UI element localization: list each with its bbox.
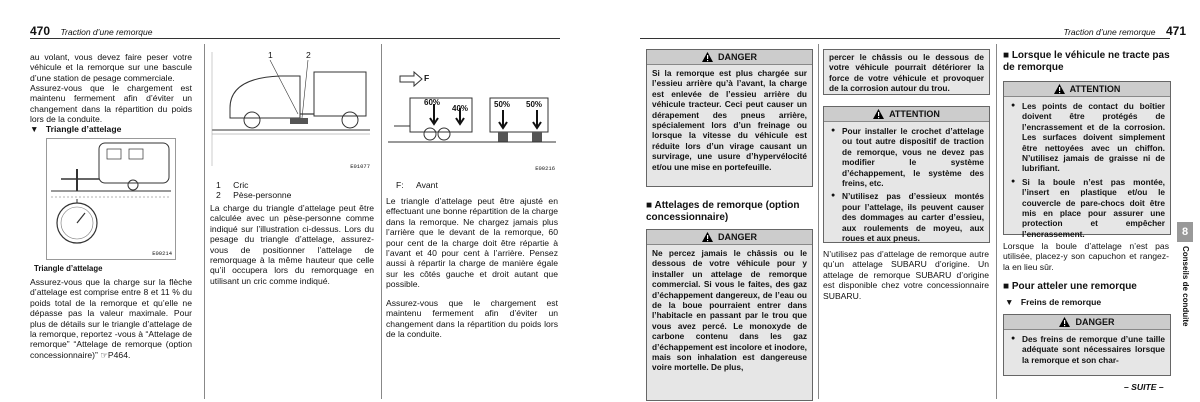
sub-heading-text: Triangle d’attelage	[45, 124, 122, 134]
danger-text: Si la remorque est plus chargée sur l’essieu arrière qu’à l’avant, la charge est enlevée de l’essieu arrière du véhicule tracteur. Ceci peut causer un dérapement des pneus arrière, spécialement lors d’un freinage ou lorsque la vitesse du véhicule est réduite lors d’un virage causant un survirage, une usure d’hypervélocité et/ou une mise en portefeuille.	[652, 68, 807, 172]
section-heading-option	[646, 200, 816, 224]
chapter-label-text: Conseils de conduite	[1181, 246, 1190, 327]
square-bullet-icon: ■	[646, 200, 653, 211]
warning-icon	[1054, 84, 1065, 94]
section-heading-attach	[1003, 281, 1171, 293]
footer-continue: – SUITE –	[1124, 382, 1164, 392]
legend-item	[216, 190, 291, 200]
sub-heading-brakes	[1005, 297, 1101, 307]
danger-box-1	[646, 49, 813, 187]
running-title: Traction d’une remorque	[60, 27, 153, 37]
right-col3-p1: Lorsque la boule d’attelage n’est pas utilisée, placez-y son capuchon et rangez-la en lieu sûr.	[1003, 241, 1169, 272]
danger-bar	[1004, 315, 1170, 330]
callout-1: 1	[268, 50, 273, 60]
legend-text: Cric	[233, 180, 249, 190]
triangle-illustration	[47, 139, 175, 259]
triangle-figure	[46, 138, 176, 260]
danger-box-3	[1003, 314, 1171, 376]
legend-text: Pèse-personne	[233, 190, 292, 200]
header-rule	[30, 38, 560, 39]
heading-text: Lorsque le véhicule ne tracte pas de remorque	[1003, 50, 1170, 73]
danger-bar	[647, 50, 812, 65]
attention-title: ATTENTION	[889, 109, 940, 119]
danger-text-cont: percer le châssis ou le dessous de votre véhicule pourrait détériorer la force de votre véhicule et provoquer de la corrosion autour du trou.	[829, 52, 984, 94]
square-bullet-icon: ■	[1003, 281, 1010, 292]
jack-scale-figure	[210, 48, 373, 172]
chapter-tab	[1177, 222, 1193, 242]
danger-title: DANGER	[1075, 317, 1115, 327]
callout-2: 2	[306, 50, 311, 60]
legend-text: Avant	[416, 180, 438, 190]
danger-title: DANGER	[717, 52, 757, 62]
attention-bar	[824, 107, 989, 122]
section-heading-no-trailer	[1003, 50, 1171, 74]
legend-item	[216, 180, 248, 190]
figure-code: E00214	[152, 250, 172, 257]
attention-box	[823, 106, 990, 243]
header-rule	[640, 38, 1170, 39]
load-distribution-figure	[386, 46, 558, 174]
danger-box-continued	[823, 49, 990, 95]
sub-heading-text: Freins de remorque	[1020, 297, 1102, 307]
left-col1-p3: Assurez-vous que la charge sur la flèche d’attelage est comprise entre 8 et 11 % du poids total de la remorque et qu’elle ne dépasse pas la valeur maximale. Pour plus de détails sur le triangle d’attelage de la remorque, reportez -vous à “Attelage de remorque” “Attelage de remorque (option concessionnaire)” ☞P464.	[30, 277, 192, 360]
chapter-label	[1178, 246, 1192, 366]
load-pct: 50%	[494, 100, 511, 109]
triangle-bullet-icon: ▼	[1005, 297, 1014, 307]
warning-icon	[873, 109, 884, 119]
left-col3-p2: Assurez-vous que le chargement est maintenu fermement afin d’éviter un changement dans la répartition du poids lors de la conduite.	[386, 298, 558, 340]
left-col1-p1: au volant, vous devez faire peser votre véhicule et la remorque sur une bascule d’une station de pesage commerciale.	[30, 52, 192, 83]
legend-num: 1	[216, 180, 221, 190]
column-divider	[381, 44, 382, 399]
column-divider	[818, 44, 819, 399]
running-title: Traction d’une remorque	[1063, 27, 1156, 37]
attention-bullet: ● Si la boule n’est pas montée, l’insert en plastique et/ou le couvercle de pare-chocs doit être mis en place pour assurer une protection et empêcher l’encrassement.	[1009, 177, 1165, 239]
figure-code: E01077	[350, 163, 370, 170]
load-pct: 50%	[526, 100, 543, 109]
column-divider	[204, 44, 205, 399]
warning-icon	[702, 52, 713, 62]
heading-text: Attelages de remorque (option concessionnaire)	[646, 200, 800, 223]
danger-bullet: ● Des freins de remorque d’une taille adéquate sont nécessaires lorsque la remorque et son char-	[1009, 334, 1165, 365]
triangle-bullet-icon: ▼	[30, 124, 39, 134]
legend-num: 2	[216, 190, 221, 200]
danger-title: DANGER	[717, 232, 757, 242]
chapter-number: 8	[1181, 226, 1189, 238]
page-number: 470	[30, 24, 51, 38]
attention-bullet: ● Les points de contact du boîtier doivent être protégés de l’encrassement et de la corrosion. Les surfaces doivent simplement être nettoyées avec un chiffon. N’utilisez jamais de graisse ni de lubrifiant.	[1009, 101, 1165, 174]
square-bullet-icon: ■	[1003, 50, 1010, 61]
heading-text: Pour atteler une remorque	[1011, 281, 1137, 292]
load-pct: 40%	[452, 104, 469, 113]
jack-scale-illustration	[210, 48, 373, 172]
load-pct: 60%	[424, 98, 441, 107]
danger-bar	[647, 230, 812, 245]
arrow-label-front: F	[424, 73, 430, 83]
danger-text: Ne percez jamais le châssis ou le dessous de votre véhicule pour y installer un attelage de remorque commercial. Si vous le faites, des gaz d’échappement dangereux, de l’eau ou de la boue pourraient entrer dans l’habitacle en passant par le trou que vous avez percé. Le monoxyde de carbone contenu dans les gaz d’échappement est incolore et inodore, mais son inhalation est dangereuse voire mortelle. De plus,	[652, 248, 807, 373]
sub-heading-triangle	[30, 124, 192, 134]
right-col2-p1: N’utilisez pas d’attelage de remorque autre qu’un attelage SUBARU d’origine. Un attelage de remorque SUBARU d’origine est disponible chez votre concessionnaire SUBARU.	[823, 249, 989, 301]
legend-key: F:	[396, 180, 404, 190]
warning-icon	[1059, 317, 1070, 327]
page-number: 471	[1165, 24, 1186, 38]
left-col2-p1: La charge du triangle d’attelage peut être calculée avec un pèse-personne comme indiqué sur l’illustration ci-dessus. Lors du pesage du triangle d’attelage, assurez-vous de positionner l’attelage de remorquage à la même hauteur que celle qu’il occupera lors du remorquage en utilisant un cric comme indiqué.	[210, 203, 374, 286]
attention-title: ATTENTION	[1069, 84, 1121, 94]
figure-code: E00216	[535, 165, 555, 172]
attention-box	[1003, 81, 1171, 239]
attention-bar	[1004, 82, 1170, 97]
warning-icon	[702, 232, 713, 242]
danger-box-2	[646, 229, 813, 401]
column-divider	[996, 44, 997, 399]
figure-caption: Triangle d’attelage	[34, 264, 103, 273]
left-col3-p1: Le triangle d’attelage peut être ajusté en effectuant une bonne répartition de la charge dans la remorque. Ne chargez jamais plus l’arrière que le devant de la remorque, 60 pour cent de la charge doit être répartie à l’avant et 40 pour cent à l’arrière. Pensez aussi à répartir la charge de manière égale sur les côtés gauche et droit autant que possible.	[386, 196, 558, 290]
left-col1-p2: Assurez-vous que le chargement est maintenu fermement afin d’éviter un changement dans la répartition du poids lors de la conduite.	[30, 83, 192, 125]
attention-bullet: ● Pour installer le crochet d’attelage ou tout autre dispositif de traction de remorque, vous ne devez pas modifier le système d’échappement, le système des freins, etc.	[829, 126, 984, 188]
legend-item	[396, 180, 438, 190]
attention-bullet: ● N’utilisez pas d’essieux montés pour l’attelage, ils peuvent causer des dommages au carter d’essieu, aux roulements de moyeu, aux roues et aux pneus.	[829, 191, 984, 243]
